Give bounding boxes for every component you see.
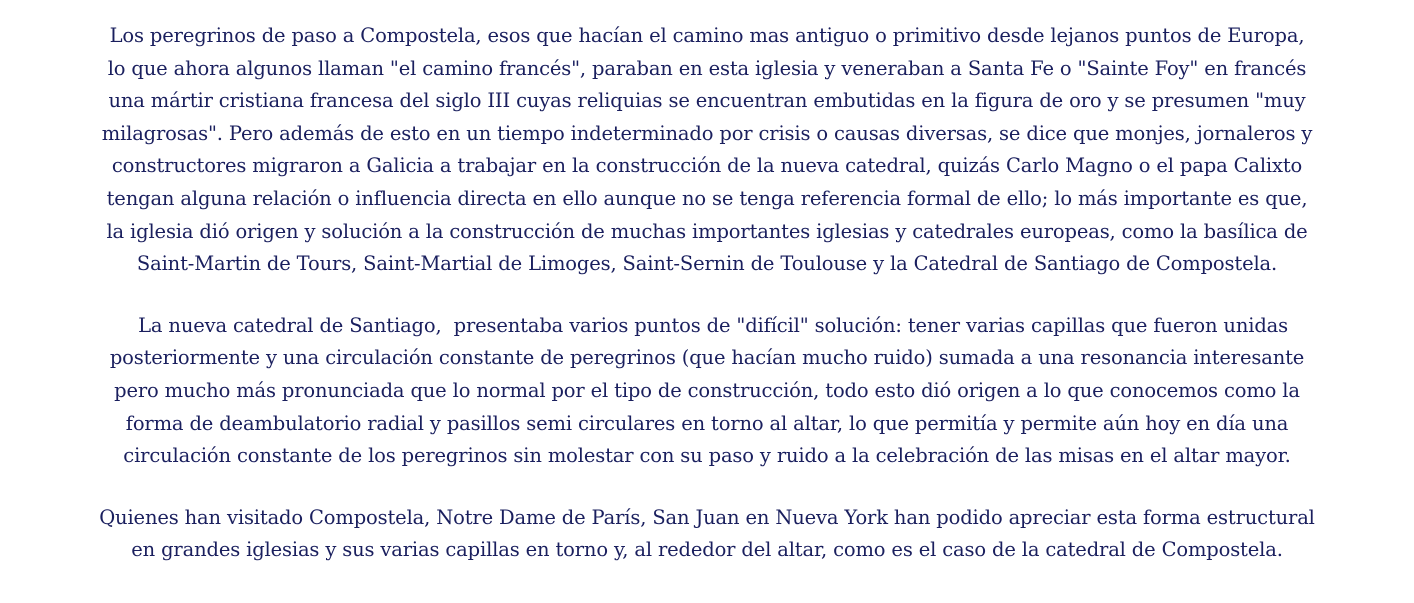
text-line: forma de deambulatorio radial y pasillos semi circulares en torno al altar, lo que permitía y permite aún hoy en día una — [125, 411, 1289, 435]
text-line: una mártir cristiana francesa del siglo III cuyas reliquias se encuentran embutidas en la figura de oro y se presumen "muy — [108, 89, 1306, 113]
document-body — [0, 20, 1414, 567]
text-line: constructores migraron a Galicia a trabajar en la construcción de la nueva catedral, quizás Carlo Magno o el papa Calixto — [111, 154, 1303, 178]
text-line: Los peregrinos de paso a Compostela, esos que hacían el camino mas antiguo o primitivo desde lejanos puntos de Europa, — [109, 24, 1305, 47]
text-line: La nueva catedral de Santiago, presentaba varios puntos de "difícil" solución: tener varias capillas que fueron unidas — [125, 313, 1288, 337]
text-line: lo que ahora algunos llaman "el camino francés", paraban en esta iglesia y veneraban a Santa Fe o "Sainte Foy" en francés — [107, 56, 1307, 80]
text-line: Quienes han visitado Compostela, Notre Dame de París, San Juan en Nueva York han podido apreciar esta forma estructural — [99, 505, 1315, 529]
paragraph-visitors — [0, 502, 1414, 567]
text-line: milagrosas". Pero además de esto en un tiempo indeterminado por crisis o causas diversas, se dice que monjes, jornaleros y — [101, 121, 1313, 145]
text-line: circulación constante de los peregrinos sin molestar con su paso y ruido a la celebración de las misas en el altar mayor. — [123, 444, 1291, 468]
text-line: pero mucho más pronunciada que lo normal por el tipo de construcción, todo esto dió origen a lo que conocemos como la — [114, 378, 1300, 402]
paragraph-spacer — [0, 281, 1414, 310]
paragraph-pilgrims — [0, 20, 1414, 281]
paragraph-cathedral — [0, 310, 1414, 473]
text-line: la iglesia dió origen y solución a la construcción de muchas importantes iglesias y catedrales europeas, como la basílica de — [106, 219, 1308, 243]
text-line: posteriormente y una circulación constante de peregrinos (que hacían mucho ruido) sumada a una resonancia interesante — [109, 346, 1305, 370]
text-line: Saint-Martin de Tours, Saint-Martial de Limoges, Saint-Sernin de Toulouse y la Catedral de Santiago de Compostela. — [136, 252, 1278, 276]
paragraph-spacer — [0, 473, 1414, 502]
text-line: tengan alguna relación o influencia directa en ello aunque no se tenga referencia formal de ello; lo más importante es que, — [106, 186, 1308, 210]
text-line: en grandes iglesias y sus varias capillas en torno y, al rededor del altar, como es el caso de la catedral de Compostela. — [131, 538, 1283, 562]
